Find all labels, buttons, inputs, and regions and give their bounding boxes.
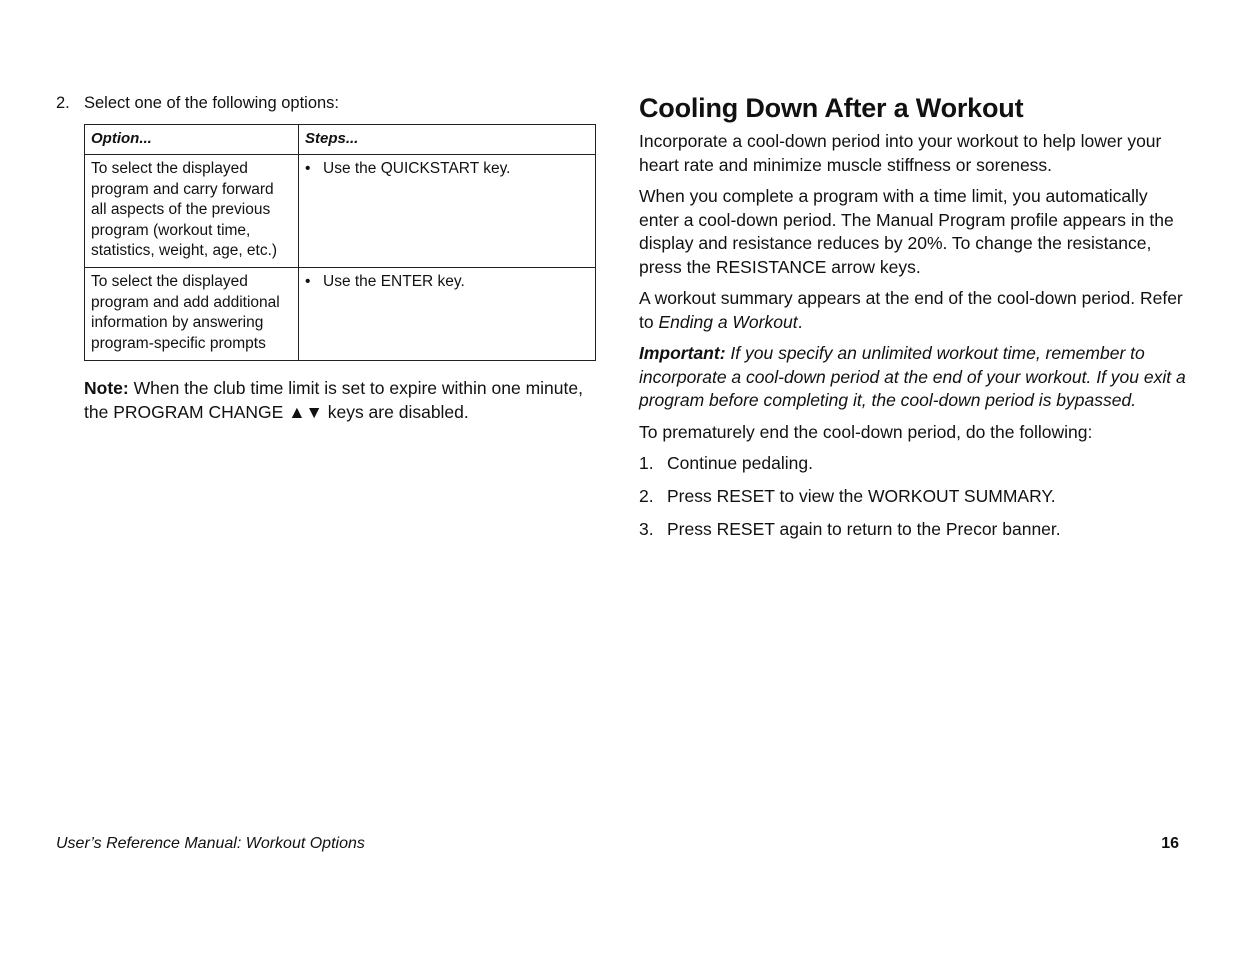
list-number: 2. <box>639 486 654 506</box>
page-number: 16 <box>1161 835 1179 852</box>
left-column <box>56 92 596 442</box>
section-heading: Cooling Down After a Workout <box>639 93 1024 123</box>
list-item <box>639 452 1187 476</box>
step-text: Select one of the following options: <box>84 94 340 112</box>
table-header-row <box>85 125 596 155</box>
list-number: 1. <box>639 453 654 473</box>
options-table <box>84 124 596 361</box>
steps-header: Steps... <box>299 125 596 155</box>
summary-paragraph <box>639 287 1187 334</box>
option-cell: To select the displayed program and carry forward all aspects of the previous program (workout time, statistics, weight, age, etc.) <box>85 155 299 268</box>
cross-reference: Ending a Workout <box>658 311 798 332</box>
important-text: If you specify an unlimited workout time, remember to incorporate a cool-down period at the end of your workout. If you exit a program before completing it, the cool-down period is bypassed. <box>639 343 1186 410</box>
note-label: Note: <box>84 378 129 399</box>
list-text: Press RESET again to return to the Precor banner. <box>667 519 1061 539</box>
right-column <box>639 92 1187 551</box>
step-number: 2. <box>56 94 70 112</box>
option-cell: To select the displayed program and add additional information by answering program-specific prompts <box>85 268 299 361</box>
time-limit-paragraph: When you complete a program with a time limit, you automatically enter a cool-down period. The Manual Program profile appears in the display and resistance reduces by 20%. To change the resistance, press the RESISTANCE arrow keys. <box>639 186 1174 277</box>
bullet-item <box>305 272 589 292</box>
important-paragraph <box>639 342 1187 413</box>
important-label: Important: <box>639 343 726 363</box>
end-cooldown-paragraph: To prematurely end the cool-down period, do the following: <box>639 421 1093 442</box>
table-row <box>85 268 596 361</box>
list-number: 3. <box>639 519 654 539</box>
bullet-item <box>305 159 589 179</box>
bullet-icon: • <box>305 273 311 291</box>
summary-end: . <box>797 311 803 332</box>
step-2 <box>56 92 596 114</box>
cooldown-steps-list <box>639 452 1187 542</box>
bullet-text: Use the ENTER key. <box>323 273 465 291</box>
steps-cell <box>299 268 596 361</box>
footer-title: User’s Reference Manual: Workout Options <box>56 835 365 852</box>
steps-cell <box>299 155 596 268</box>
summary-text: A workout summary appears at the end of the cool-down period. Refer to <box>639 288 1183 332</box>
table-row <box>85 155 596 268</box>
note-paragraph <box>84 377 599 424</box>
intro-paragraph: Incorporate a cool-down period into your workout to help lower your heart rate and minimize muscle stiffness or soreness. <box>639 131 1162 175</box>
list-item <box>639 518 1187 542</box>
list-item <box>639 485 1187 509</box>
note-text: When the club time limit is set to expire within one minute, the PROGRAM CHANGE ▲▼ keys are disabled. <box>84 378 583 422</box>
list-text: Press RESET to view the WORKOUT SUMMARY. <box>667 486 1056 506</box>
bullet-icon: • <box>305 160 311 178</box>
option-header: Option... <box>85 125 299 155</box>
list-text: Continue pedaling. <box>667 453 813 473</box>
bullet-text: Use the QUICKSTART key. <box>323 160 511 178</box>
